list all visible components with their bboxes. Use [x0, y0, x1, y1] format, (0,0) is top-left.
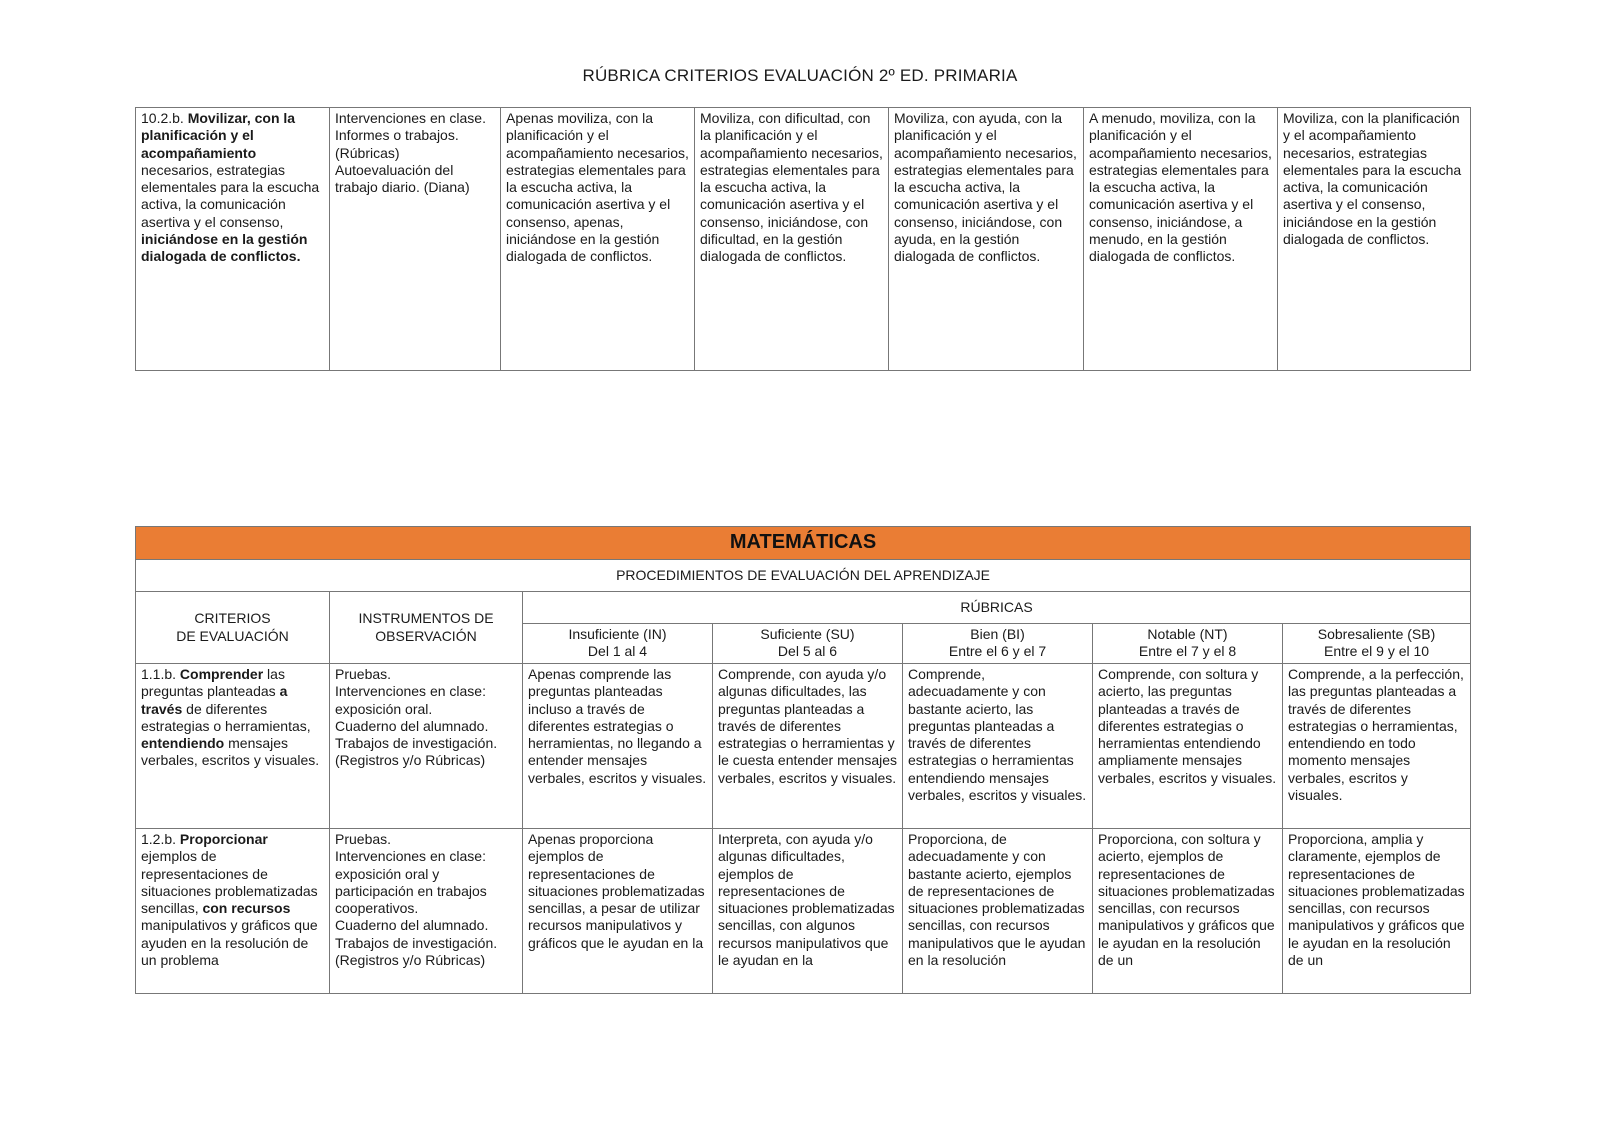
page-title: RÚBRICA CRITERIOS EVALUACIÓN 2º ED. PRIMARIA	[582, 66, 1018, 85]
level-cell-su: Comprende, con ayuda y/o algunas dificultades, las preguntas planteadas a través de diferentes estrategias o herramientas y le cuesta entender mensajes verbales, escritos y visuales.	[713, 664, 903, 829]
table-row	[136, 829, 1471, 994]
level-cell-su: Interpreta, con ayuda y/o algunas dificultades, ejemplos de representaciones de situaciones problematizadas sencillas, con algunos recursos manipulativos que le ayudan en la	[713, 829, 903, 994]
section-title: MATEMÁTICAS	[136, 527, 1471, 560]
criterion-cell: 1.2.b. Proporcionar ejemplos de representaciones de situaciones problematizadas sencillas, con recursos manipulativos y gráficos que ayuden en la resolución de un problema	[136, 829, 330, 994]
level-cell-sb: Proporciona, amplia y claramente, ejemplos de representaciones de situaciones problematizadas sencillas, con recursos manipulativos y gráficos que le ayudan en la resolución de un	[1283, 829, 1471, 994]
level-cell-in: Apenas proporciona ejemplos de representaciones de situaciones problematizadas sencillas, a pesar de utilizar recursos manipulativos y gráficos que le ayudan en la	[523, 829, 713, 994]
rubric-table-continued	[135, 107, 1471, 371]
instruments-cell: Pruebas. Intervenciones en clase: exposición oral. Cuaderno del alumnado. Trabajos de investigación. (Registros y/o Rúbricas)	[330, 664, 523, 829]
level-header-bi: Bien (BI) Entre el 6 y el 7	[903, 624, 1093, 664]
criterion-cell: 1.1.b. Comprender las preguntas planteadas a través de diferentes estrategias o herramientas, entendiendo mensajes verbales, escritos y visuales.	[136, 664, 330, 829]
level-header-sb: Sobresaliente (SB) Entre el 9 y el 10	[1283, 624, 1471, 664]
procedures-title: PROCEDIMIENTOS DE EVALUACIÓN DEL APRENDIZAJE	[136, 560, 1471, 592]
level-header-su: Suficiente (SU) Del 5 al 6	[713, 624, 903, 664]
criteria-header: CRITERIOS DE EVALUACIÓN	[136, 592, 330, 664]
math-rubric-table	[135, 526, 1471, 994]
criterion-cell: 10.2.b. Movilizar, con la planificación y el acompañamiento necesarios, estrategias elementales para la escucha activa, la comunicación asertiva y el consenso, iniciándose en la gestión dialogada de conflictos.	[136, 108, 330, 371]
level-cell-su: Moviliza, con dificultad, con la planificación y el acompañamiento necesarios, estrategias elementales para la escucha activa, la comunicación asertiva y el consenso, iniciándose, con dificultad, en la gestión dialogada de conflictos.	[695, 108, 889, 371]
level-cell-sb: Comprende, a la perfección, las preguntas planteadas a través de diferentes estrategias o herramientas, entendiendo en todo momento mensajes verbales, escritos y visuales.	[1283, 664, 1471, 829]
rubrics-header: RÚBRICAS	[523, 592, 1471, 624]
table-row	[136, 108, 1471, 371]
level-cell-bi: Proporciona, de adecuadamente y con bastante acierto, ejemplos de representaciones de situaciones problematizadas sencillas, con recursos manipulativos que le ayudan en la resolución	[903, 829, 1093, 994]
level-cell-nt: A menudo, moviliza, con la planificación y el acompañamiento necesarios, estrategias elementales para la escucha activa, la comunicación asertiva y el consenso, iniciándose, a menudo, en la gestión dialogada de conflictos.	[1084, 108, 1278, 371]
instruments-cell: Intervenciones en clase. Informes o trabajos. (Rúbricas) Autoevaluación del trabajo diario. (Diana)	[330, 108, 501, 371]
level-cell-nt: Proporciona, con soltura y acierto, ejemplos de representaciones de situaciones problematizadas sencillas, con recursos manipulativos y gráficos que le ayudan en la resolución de un	[1093, 829, 1283, 994]
instruments-cell: Pruebas. Intervenciones en clase: exposición oral y participación en trabajos cooperativos. Cuaderno del alumnado. Trabajos de investigación. (Registros y/o Rúbricas)	[330, 829, 523, 994]
level-header-in: Insuficiente (IN) Del 1 al 4	[523, 624, 713, 664]
level-header-nt: Notable (NT) Entre el 7 y el 8	[1093, 624, 1283, 664]
table-row	[136, 664, 1471, 829]
level-cell-in: Apenas comprende las preguntas planteadas incluso a través de diferentes estrategias o herramientas, no llegando a entender mensajes verbales, escritos y visuales.	[523, 664, 713, 829]
level-cell-sb: Moviliza, con la planificación y el acompañamiento necesarios, estrategias elementales para la escucha activa, la comunicación asertiva y el consenso, iniciándose en la gestión dialogada de conflictos.	[1278, 108, 1471, 371]
level-cell-bi: Moviliza, con ayuda, con la planificación y el acompañamiento necesarios, estrategias elementales para la escucha activa, la comunicación asertiva y el consenso, iniciándose, con ayuda, en la gestión dialogada de conflictos.	[889, 108, 1084, 371]
level-cell-nt: Comprende, con soltura y acierto, las preguntas planteadas a través de diferentes estrategias o herramientas entendiendo ampliamente mensajes verbales, escritos y visuales.	[1093, 664, 1283, 829]
instruments-header: INSTRUMENTOS DE OBSERVACIÓN	[330, 592, 523, 664]
level-cell-in: Apenas moviliza, con la planificación y el acompañamiento necesarios, estrategias elementales para la escucha activa, la comunicación asertiva y el consenso, apenas, iniciándose en la gestión dialogada de conflictos.	[501, 108, 695, 371]
level-cell-bi: Comprende, adecuadamente y con bastante acierto, las preguntas planteadas a través de diferentes estrategias o herramientas entendiendo mensajes verbales, escritos y visuales.	[903, 664, 1093, 829]
